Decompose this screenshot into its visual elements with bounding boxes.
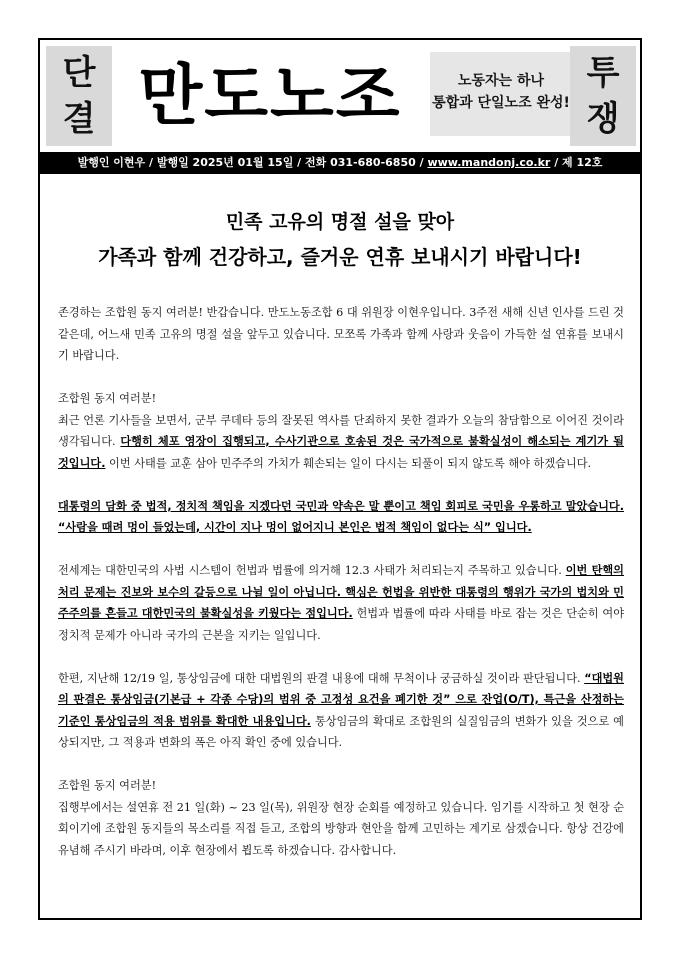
slogan-right-bottom: 쟁 [586,99,620,139]
emphasis-text: 이번 탄핵의 처리 문제는 진보와 보수의 갈등으로 나뉠 일이 아닙니다. 핵심은 헌법을 위반한 대통령의 행위가 국가의 법치와 민주주의를 흔들고 대한민국의 불확실성을 키웠다는 점입니다. [58,564,624,620]
paragraph-text: 이번 사태를 교훈 삼아 민주주의 가치가 훼손되는 일이 다시는 되풀이 되지 않도록 해야 하겠습니다. [105,456,592,470]
slogan-right-top: 투 [586,53,620,93]
paragraph-wage-ruling [58,668,624,754]
paragraph-impeachment [58,560,624,646]
newsletter-title: 만도노조 [138,57,402,134]
slogan-line-2: 통합과 단일노조 완성! [432,95,570,111]
separator: / [415,156,428,169]
article-body [58,302,624,883]
paragraph-text: 헌법과 법률에 따라 사태를 바로 잡는 것은 단순히 여야 정치적 문제가 아니라 국가의 근본을 지키는 일입니다. [58,607,625,642]
paragraph-address [58,496,624,539]
paragraph-text: 전세계는 대한민국의 사법 시스템이 헌법과 법률에 의거해 12.3 사태가 처리되는지 주목하고 있습니다. [58,564,566,577]
newsletter-page [38,38,642,920]
paragraph-text: 통상임금의 확대로 조합원의 실질임금의 변화가 있을 것으로 예상되지만, 그 적용과 변화의 폭은 아직 확인 중에 있습니다. [58,714,624,749]
paragraph-site-visit [58,775,624,861]
separator: / [550,156,563,169]
headline-line-1: 민족 고유의 명절 설을 맞아 [225,211,455,233]
separator: / [293,156,306,169]
slogan-line-1: 노동자는 하나 [457,73,545,89]
paragraph-arrest [58,388,624,474]
emphasis-text: “대법원의 판결은 통상임금(기본급 + 각종 수당)의 범위 중 고정성 요건을 폐기한 것” 으로 잔업(O/T), 특근을 산정하는 기준인 통상임금의 적용 범위를 확대한 내용입니다. [58,671,624,728]
emphasis-text: 다행히 체포 영장이 집행되고, 수사기관으로 호송된 것은 국가적으로 불확실성이 해소되는 계기가 될 것입니다. [58,435,624,470]
emphasis-text: 대통령의 담화 중 법적, 정치적 책임을 지겠다던 국민과 약속은 말 뿐이고 책임 회피로 국민을 우롱하고 말았습니다. “사람을 때려 멍이 들었는데, 시간이 지나 멍이 없어지니 본인은 법적 책임이 없다는 식” 입니다. [58,499,624,534]
headline [40,208,640,272]
slogan-left-top: 단 [62,53,96,93]
paragraph-text: 최근 언론 기사들을 보면서, 군부 쿠데타 등의 잘못된 역사를 단죄하지 못한 결과가 오늘의 참담함으로 이어진 것이라 생각됩니다. [58,413,624,448]
greeting: 조합원 동지 여러분! [58,392,157,405]
paragraph-text: 집행부에서는 설연휴 전 21 일(화) ~ 23 일(목), 위원장 현장 순회를 예정하고 있습니다. 임기를 시작하고 첫 현장 순회이기에 조합원 동지들의 목소리를 직접 듣고, 조합의 방향과 현안을 함께 고민하는 계기로 삼겠습니다. 항상 건강에 유념해 주시기 바라며, 이후 현장에서 뵙도록 하겠습니다. 감사합니다. [58,800,624,857]
headline-line-2: 가족과 함께 건강하고, 즐거운 연휴 보내시기 바랍니다! [98,245,582,269]
masthead [40,40,640,152]
slogan-box [430,52,572,136]
slogan-left-bottom: 결 [62,99,96,139]
separator: / [145,156,157,169]
issue-number: 제 12호 [562,156,603,169]
website-link[interactable]: www.mandonj.co.kr [427,156,551,169]
slogan-left-box [46,46,112,146]
phone: 전화 031-680-6850 [305,156,416,169]
paragraph-intro: 존경하는 조합원 동지 여러분! 반갑습니다. 만도노동조합 6 대 위원장 이현우입니다. 3주전 새해 신년 인사를 드린 것 같은데, 어느새 민족 고유의 명절 설을 앞두고 있습니다. 모쪼록 가족과 함께 사랑과 웃음이 가득한 설 연휴를 보내시기 바랍니다. [58,306,624,362]
publisher: 발행인 이현우 [77,156,146,169]
greeting: 조합원 동지 여러분! [58,779,157,792]
slogan-right-box [570,46,636,146]
publication-info-bar [40,152,640,174]
publish-date: 발행일 2025년 01월 15일 [156,156,294,169]
paragraph-text: 한편, 지난해 12/19 일, 통상임금에 대한 대법원의 판결 내용에 대해 무척이나 궁금하실 것이라 판단됩니다. [58,671,585,685]
